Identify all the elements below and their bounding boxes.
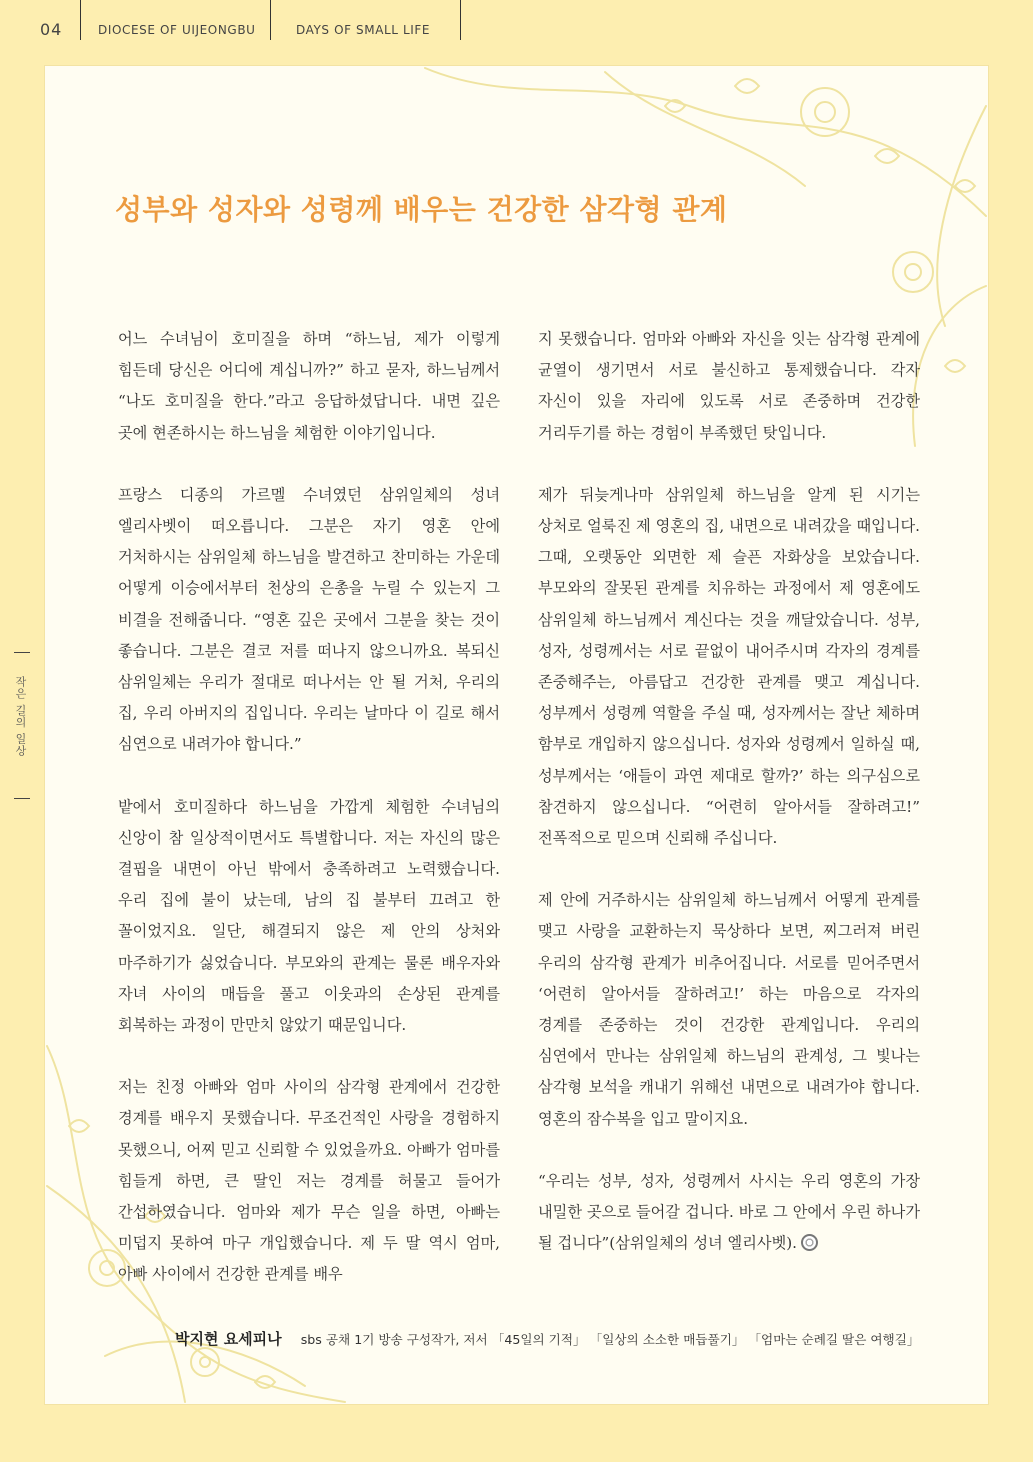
author-credit — [175, 1328, 919, 1349]
right-text-column — [538, 324, 920, 1259]
side-section-label — [0, 640, 44, 805]
paragraph: 지 못했습니다. 엄마와 아빠와 자신을 잇는 삼각형 관계에 균열이 생기면서 서로 불신하고 통제했습니다. 각자 자신이 있을 자리에 있도록 서로 존중하며 건강한 거리두기를 하는 경험이 부족했던 탓입니다. — [538, 330, 920, 442]
side-label-text: 작은 길의 일상 — [14, 676, 27, 757]
header-divider — [270, 0, 271, 40]
author-description: sbs 공채 1기 방송 구성작가, 저서 「45일의 기적」 「일상의 소소한 매듭풀기」 「엄마는 순례길 딸은 여행길」 — [300, 1332, 920, 1347]
paragraph: 어느 수녀님이 호미질을 하며 “하느님, 제가 이렇게 힘든데 당신은 어디에 계십니까?” 하고 묻자, 하느님께서 “나도 호미질을 한다.”라고 응답하셨답니다. 내면 깊은 곳에 현존하시는 하느님을 체험한 이야기입니다. — [118, 330, 500, 442]
left-text-column — [118, 324, 500, 1291]
final-paragraph-text: “우리는 성부, 성자, 성령께서 사시는 우리 영혼의 가장 내밀한 곳으로 들어갈 겁니다. 바로 그 안에서 우린 하나가 될 겁니다”(삼위일체의 성녀 엘리사벳). — [538, 1171, 920, 1253]
end-mark-icon — [801, 1234, 818, 1251]
header-divider — [460, 0, 461, 40]
page-number: 04 — [40, 20, 63, 39]
article-title: 성부와 성자와 성령께 배우는 건강한 삼각형 관계 — [115, 193, 728, 226]
publication-name: DIOCESE OF UIJEONGBU — [98, 23, 256, 37]
side-divider — [14, 652, 30, 653]
paragraph: 제 안에 거주하시는 삼위일체 하느님께서 어떻게 관계를 맺고 사랑을 교환하는지 묵상하다 보면, 찌그러져 버린 우리의 삼각형 관계가 비추어집니다. 서로를 믿어주면서 ‘어련히 알아서들 잘하려고!’ 하는 마음으로 각자의 경계를 존중하는 것이 건강한 관계입니다. 우리의 심연에서 만나는 삼위일체 하느님의 관계성, 그 빛나는 삼각형 보석을 캐내기 위해선 내면으로 내려가야 합니다. 영혼의 잠수복을 입고 말이지요. — [538, 891, 920, 1128]
header-divider — [80, 0, 81, 40]
paragraph-final — [538, 1166, 920, 1260]
side-divider — [14, 798, 30, 799]
paragraph: 밭에서 호미질하다 하느님을 가깝게 체험한 수녀님의 신앙이 참 일상적이면서도 특별합니다. 저는 자신의 많은 결핍을 내면이 아닌 밖에서 충족하려고 노력했습니다. 우리 집에 불이 났는데, 남의 집 불부터 끄려고 한 꼴이었지요. 일단, 해결되지 않은 제 안의 상처와 마주하기가 싫었습니다. 부모와의 관계는 물론 배우자와 자녀 사이의 매듭을 풀고 이웃과의 손상된 관계를 회복하는 과정이 만만치 않았기 때문입니다. — [118, 797, 500, 1035]
paragraph: 프랑스 디종의 가르멜 수녀였던 삼위일체의 성녀 엘리사벳이 떠오릅니다. 그분은 자기 영혼 안에 거처하시는 삼위일체 하느님을 발견하고 찬미하는 가운데 어떻게 이승에서부터 천상의 은총을 누릴 수 있는지 그 비결을 전해줍니다. “영혼 깊은 곳에서 그분을 찾는 것이 좋습니다. 그분은 결코 저를 떠나지 않으니까요. 복되신 삼위일체는 우리가 절대로 떠나서는 안 될 거처, 우리의 집, 우리 아버지의 집입니다. 우리는 날마다 이 길로 해서 심연으로 내려가야 합니다.” — [118, 485, 500, 754]
section-name: DAYS OF SMALL LIFE — [296, 23, 431, 37]
article-card — [45, 66, 988, 1404]
page-header — [0, 0, 1033, 42]
author-name: 박지현 요세피나 — [175, 1330, 282, 1348]
paragraph: 저는 친정 아빠와 엄마 사이의 삼각형 관계에서 건강한 경계를 배우지 못했습니다. 무조건적인 사랑을 경험하지 못했으니, 어찌 믿고 신뢰할 수 있었을까요. 아빠가 엄마를 힘들게 하면, 큰 딸인 저는 경계를 허물고 들어가 간섭하였습니다. 엄마와 제가 무슨 일을 하면, 아빠는 미덥지 못하여 마구 개입했습니다. 제 두 딸 역시 엄마, 아빠 사이에서 건강한 관계를 배우 — [118, 1078, 500, 1284]
paragraph: 제가 뒤늦게나마 삼위일체 하느님을 알게 된 시기는 상처로 얼룩진 제 영혼의 집, 내면으로 내려갔을 때입니다. 그때, 오랫동안 외면한 제 슬픈 자화상을 보았습니다. 부모와의 잘못된 관계를 치유하는 과정에서 제 영혼에도 삼위일체 하느님께서 계신다는 것을 깨달았습니다. 성부, 성자, 성령께서는 서로 끝없이 내어주시며 각자의 경계를 존중해주는, 아름답고 건강한 관계를 맺고 계십니다. 성부께서 성령께 역할을 주실 때, 성자께서는 잘난 체하며 함부로 개입하지 않으십니다. 성자와 성령께서 일하실 때, 성부께서는 ‘애들이 과연 제대로 할까?’ 하는 의구심으로 참견하지 않으십니다. “어련히 알아서들 잘하려고!” 전폭적으로 믿으며 신뢰해 주십니다. — [538, 485, 920, 848]
